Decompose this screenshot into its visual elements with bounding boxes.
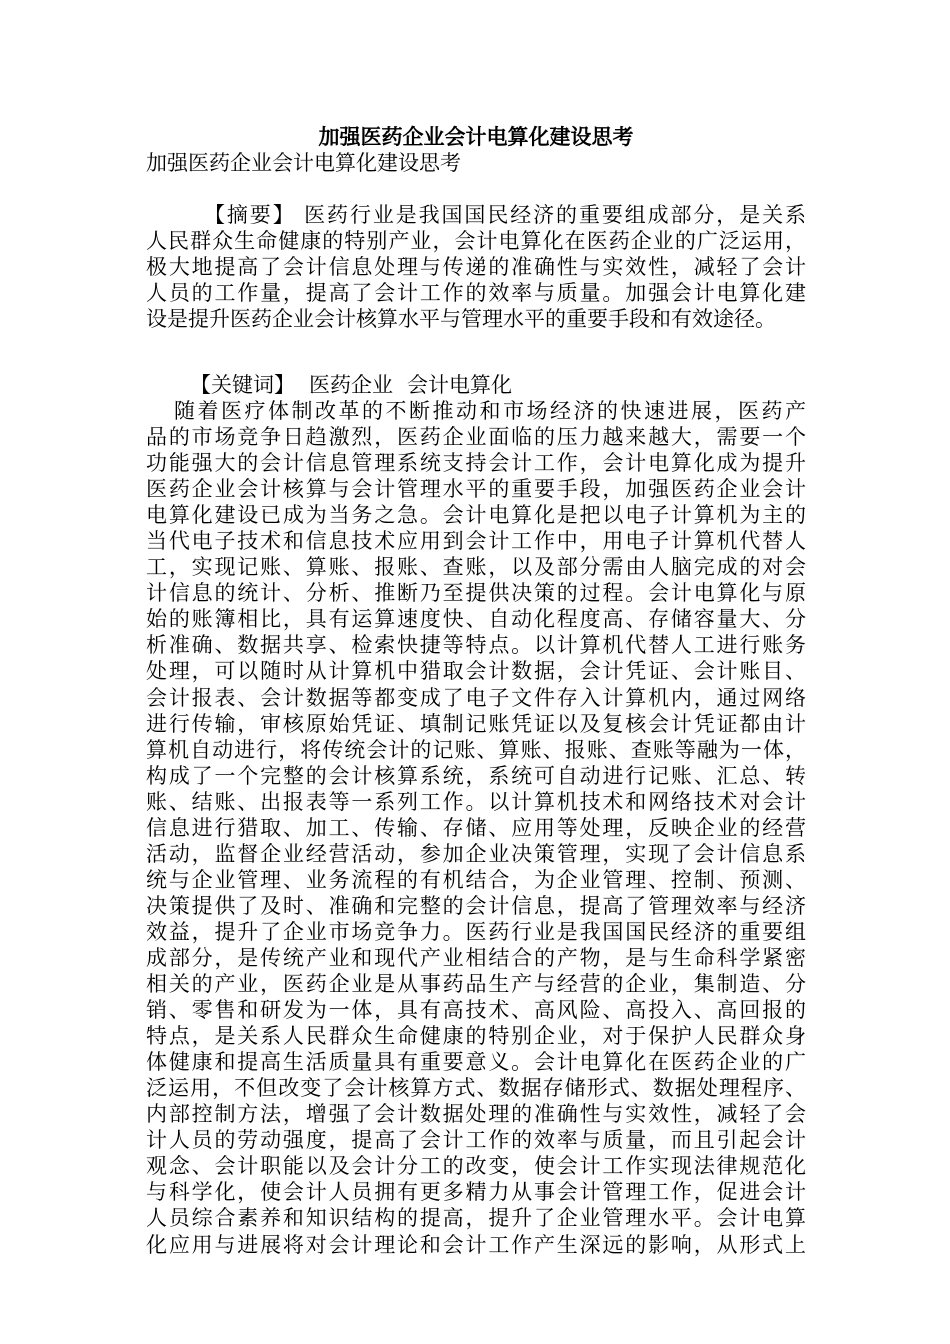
body-line: 活动，监督企业经营活动，参加企业决策管理，实现了会计信息系	[146, 841, 806, 866]
abstract-line: 设是提升医药企业会计核算水平与管理水平的重要手段和有效途径。	[146, 307, 776, 331]
body-line: 会计报表、会计数据等都变成了电子文件存入计算机内，通过网络	[146, 685, 806, 710]
body-line: 计信息的统计、分析、推断乃至提供决策的过程。会计电算化与原	[146, 581, 806, 606]
body-line: 处理，可以随时从计算机中猎取会计数据，会计凭证、会计账目、	[146, 659, 806, 684]
body-line: 账、结账、出报表等一系列工作。以计算机技术和网络技术对会计	[146, 789, 806, 814]
body-line: 信息进行猎取、加工、传输、存储、应用等处理，反映企业的经营	[146, 815, 806, 840]
abstract-line: 极大地提高了会计信息处理与传递的准确性与实效性，减轻了会计	[146, 255, 806, 279]
body-line: 随着医疗体制改革的不断推动和市场经济的快速进展，医药产	[174, 399, 806, 423]
keywords-label: 【关键词】	[190, 373, 295, 397]
body-line: 相关的产业，医药企业是从事药品生产与经营的企业，集制造、分	[146, 972, 806, 997]
body-line: 泛运用，不但改变了会计核算方式、数据存储形式、数据处理程序、	[146, 1076, 806, 1101]
body-line: 算机自动进行，将传统会计的记账、算账、报账、查账等融为一体，	[146, 737, 806, 762]
body-line: 电算化建设已成为当务之急。会计电算化是把以电子计算机为主的	[146, 503, 806, 528]
body-line: 特点，是关系人民群众生命健康的特别企业，对于保护人民群众身	[146, 1024, 806, 1049]
abstract-paragraph	[146, 202, 806, 332]
body-line: 进行传输，审核原始凭证、填制记账凭证以及复核会计凭证都由计	[146, 711, 806, 736]
abstract-line: 人民群众生命健康的特别产业，会计电算化在医药企业的广泛运用，	[146, 229, 806, 253]
body-line: 工，实现记账、算账、报账、查账，以及部分需由人脑完成的对会	[146, 555, 806, 580]
keyword: 会计电算化	[407, 373, 512, 397]
body-line: 体健康和提高生活质量具有重要意义。会计电算化在医药企业的广	[146, 1050, 806, 1075]
document-title: 加强医药企业会计电算化建设思考	[318, 125, 634, 149]
document-subtitle: 加强医药企业会计电算化建设思考	[146, 151, 461, 175]
body-line: 功能强大的会计信息管理系统支持会计工作，会计电算化成为提升	[146, 451, 806, 476]
body-line: 决策提供了及时、准确和完整的会计信息，提高了管理效率与经济	[146, 893, 806, 918]
body-line: 医药企业会计核算与会计管理水平的重要手段，加强医药企业会计	[146, 477, 806, 502]
keywords-line	[190, 372, 512, 398]
body-line: 与科学化，使会计人员拥有更多精力从事会计管理工作，促进会计	[146, 1180, 806, 1205]
body-line: 化应用与进展将对会计理论和会计工作产生深远的影响，从形式上	[146, 1232, 806, 1257]
body-line: 人员综合素养和知识结构的提高，提升了企业管理水平。会计电算	[146, 1206, 806, 1231]
body-line: 当代电子技术和信息技术应用到会计工作中，用电子计算机代替人	[146, 529, 806, 554]
body-line: 效益，提升了企业市场竞争力。医药行业是我国国民经济的重要组	[146, 919, 806, 944]
body-line: 销、零售和研发为一体，具有高技术、高风险、高投入、高回报的	[146, 998, 806, 1023]
body-line: 统与企业管理、业务流程的有机结合，为企业管理、控制、预测、	[146, 867, 806, 892]
body-line: 内部控制方法，增强了会计数据处理的准确性与实效性，减轻了会	[146, 1102, 806, 1127]
body-line: 观念、会计职能以及会计分工的改变，使会计工作实现法律规范化	[146, 1154, 806, 1179]
body-line: 构成了一个完整的会计核算系统，系统可自动进行记账、汇总、转	[146, 763, 806, 788]
body-line: 计人员的劳动强度，提高了会计工作的效率与质量，而且引起会计	[146, 1128, 806, 1153]
body-paragraph	[146, 398, 806, 1258]
body-line: 成部分，是传统产业和现代产业相结合的产物，是与生命科学紧密	[146, 945, 806, 970]
body-line: 始的账簿相比，具有运算速度快、自动化程度高、存储容量大、分	[146, 607, 806, 632]
body-line: 品的市场竞争日趋激烈，医药企业面临的压力越来越大，需要一个	[146, 425, 806, 450]
keyword: 医药企业	[309, 373, 393, 397]
abstract-line: 【摘要】 医药行业是我国国民经济的重要组成部分，是关系	[204, 203, 806, 227]
body-line: 析准确、数据共享、检索快捷等特点。以计算机代替人工进行账务	[146, 633, 806, 658]
abstract-line: 人员的工作量，提高了会计工作的效率与质量。加强会计电算化建	[146, 281, 806, 305]
